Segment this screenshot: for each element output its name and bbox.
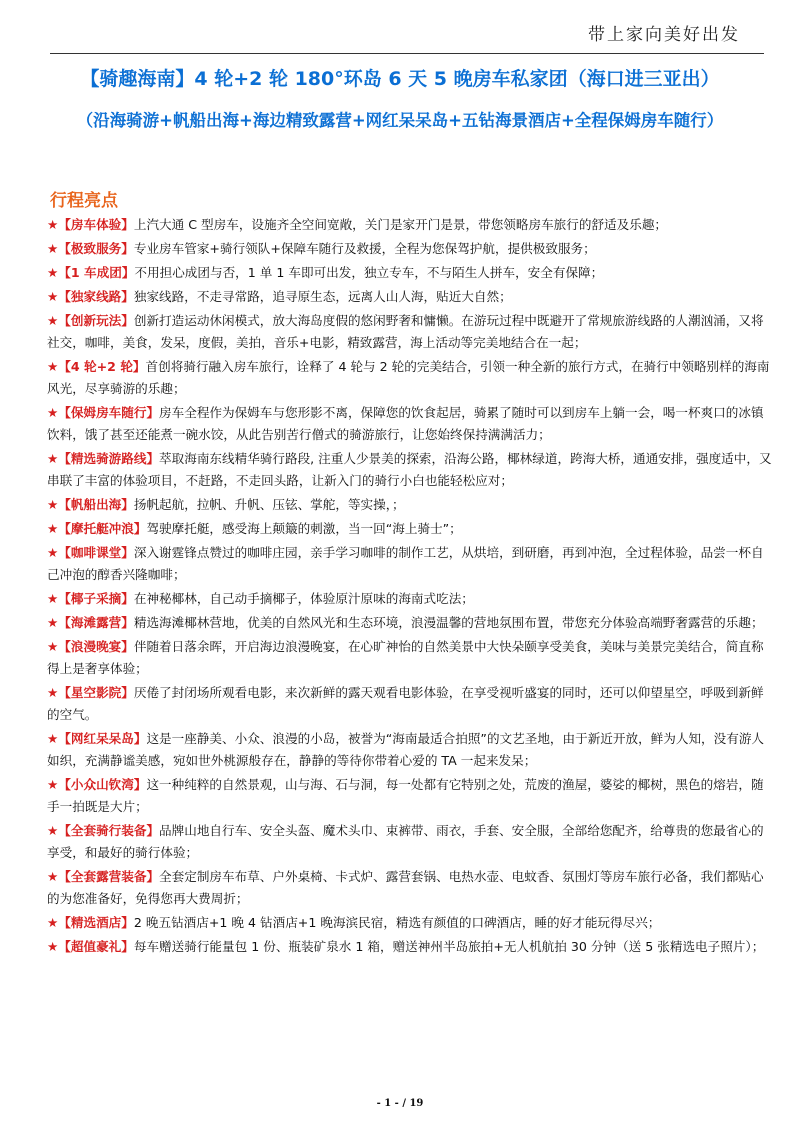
highlight-tag: 【精选酒店】 [58,915,134,930]
highlight-tag: 【保姆房车随行】 [58,405,160,420]
highlight-tag: 【帆船出海】 [58,497,134,512]
page-number: - 1 - / 19 [376,1098,424,1109]
highlight-tag: 【全套露营装备】 [58,869,160,884]
highlight-tag: 【极致服务】 [58,241,134,256]
highlight-text: 每车赠送骑行能量包 1 份、瓶装矿泉水 1 箱，赠送神州半岛旅拍+无人机航拍 30 分钟（送 5 张精选电子照片）； [133,939,765,954]
document-subtitle: （沿海骑游+帆船出海+海边精致露营+网红呆呆岛+五钻海景酒店+全程保姆房车随行） [76,111,724,130]
star-icon: ★ [47,359,59,374]
highlight-tag: 【精选骑游路线】 [58,451,160,466]
highlight-text: 这是一座静美、小众、浪漫的小岛，被誉为“海南最适合拍照”的文艺圣地，由于新近开放，鲜为人知，没有游人如织，充满静谧美感，宛如世外桃源般存在，静静的等待你带着心爱的 TA 一起来发呆； [47,731,765,768]
highlight-tag: 【咖啡课堂】 [58,545,134,560]
highlight-text: 伴随着日落余晖，开启海边浪漫晚宴，在心旷神怡的自然美景中大快朵颐享受美食，美味与美景完美结合，简直称得上是奢享体验； [47,639,764,676]
highlight-tag: 【摩托艇冲浪】 [58,521,147,536]
header-divider [50,53,764,54]
highlight-item [47,238,772,260]
highlight-text: 首创将骑行融入房车旅行，诠释了 4 轮与 2 轮的完美结合，引领一种全新的旅行方式，在骑行中领略别样的海南风光，尽享骑游的乐趣； [47,359,770,396]
highlight-tag: 【创新玩法】 [58,313,134,328]
highlight-item [47,636,772,680]
highlight-item [47,588,772,610]
highlight-item [47,286,772,308]
highlight-tag: 【4 轮+2 轮】 [58,359,146,374]
highlight-text: 不用担心成团与否，1 单 1 车即可出发，独立专车，不与陌生人拼车，安全有保障； [134,265,604,280]
star-icon: ★ [47,639,59,654]
star-icon: ★ [47,217,59,232]
document-title: 【骑趣海南】4 轮+2 轮 180°环岛 6 天 5 晚房车私家团（海口进三亚出） [80,68,720,90]
highlight-item [47,774,772,818]
highlight-item [47,494,772,516]
highlight-text: 扬帆起航，拉帆、升帆、压铉、掌舵，等实操，； [133,497,405,512]
highlight-tag: 【海滩露营】 [58,615,134,630]
star-icon: ★ [47,289,59,304]
header-slogan: 带上家向美好出发 [588,25,740,45]
highlight-item [47,542,772,586]
section-title: 行程亮点 [50,191,118,211]
highlight-item [47,402,772,446]
star-icon: ★ [47,451,59,466]
highlight-text: 专业房车管家+骑行领队+保障车随行及救援，全程为您保驾护航，提供极致服务； [133,241,596,256]
highlight-item [47,912,772,934]
highlight-text: 深入谢霆锋点赞过的咖啡庄园，亲手学习咖啡的制作工艺，从烘培，到研磨，再到冲泡，全过程体验，品尝一杯自己冲泡的醇香兴隆咖啡； [47,545,764,582]
highlight-text: 驾驶摩托艇，感受海上颠簸的刺激，当一回“海上骑士”； [146,521,462,536]
highlight-text: 萃取海南东线精华骑行路段, 注重人少景美的探索，沿海公路，椰林绿道，跨海大桥，通通安排，强度适中，又串联了丰富的体验项目，不赶路，不走回头路，让新入门的骑行小白也能轻松应对； [47,451,772,488]
highlight-item [47,936,772,958]
highlight-tag: 【房车体验】 [58,217,134,232]
highlight-text: 房车全程作为保姆车与您形影不离，保障您的饮食起居，骑累了随时可以到房车上躺一会，喝一杯爽口的冰镇饮料，饿了甚至还能煮一碗水饺，从此告别苦行僧式的骑游旅行，让您始终保持满满活力； [47,405,764,442]
highlight-tag: 【小众山钦湾】 [58,777,147,792]
highlight-text: 这一种纯粹的自然景观，山与海、石与洞，每一处都有它特别之处，荒废的渔屋，婆娑的椰树，黑色的熔岩，随手一拍既是大片； [47,777,764,814]
highlight-text: 厌倦了封闭场所观看电影，来次新鲜的露天观看电影体验，在享受视听盛宴的同时，还可以仰望星空，呼吸到新鲜的空气。 [47,685,764,722]
highlight-item [47,310,772,354]
star-icon: ★ [47,823,59,838]
highlight-tag: 【星空影院】 [58,685,134,700]
star-icon: ★ [47,241,59,256]
star-icon: ★ [47,869,59,884]
highlight-item [47,866,772,910]
highlight-tag: 【椰子采摘】 [58,591,134,606]
highlights-list [47,214,772,960]
star-icon: ★ [47,915,59,930]
highlight-text: 精选海滩椰林营地，优美的自然风光和生态环境，浪漫温馨的营地氛围布置，带您充分体验高端野奢露营的乐趣； [133,615,764,630]
highlight-text: 品牌山地自行车、安全头盔、魔术头巾、束裤带、雨衣，手套、安全服，全部给您配齐，给尊贵的您最省心的享受，和最好的骑行体验； [47,823,764,860]
highlight-item [47,214,772,236]
highlight-text: 创新打造运动休闲模式，放大海岛度假的悠闲野奢和慵懒。在游玩过程中既避开了常规旅游线路的人潮汹涌，又将社交，咖啡，美食，发呆，度假，美拍，音乐+电影，精致露营，海上活动等完美地结合在一起； [47,313,764,350]
star-icon: ★ [47,265,59,280]
highlight-tag: 【网红呆呆岛】 [58,731,147,746]
highlight-tag: 【浪漫晚宴】 [58,639,134,654]
star-icon: ★ [47,313,59,328]
star-icon: ★ [47,591,59,606]
highlight-tag: 【全套骑行装备】 [58,823,160,838]
highlight-item [47,448,772,492]
star-icon: ★ [47,615,59,630]
highlight-text: 在神秘椰林，自己动手摘椰子，体验原汁原味的海南式吃法； [133,591,474,606]
highlight-tag: 【1 车成团】 [58,265,135,280]
highlight-item [47,262,772,284]
highlight-text: 独家线路，不走寻常路，追寻原生态，远离人山人海，贴近大自然； [133,289,512,304]
star-icon: ★ [47,405,59,420]
star-icon: ★ [47,777,59,792]
highlight-item [47,682,772,726]
highlight-tag: 【超值豪礼】 [58,939,134,954]
highlight-text: 全套定制房车布草、户外桌椅、卡式炉、露营套锅、电热水壶、电蚊香、氛围灯等房车旅行必备，我们都贴心的为您准备好，免得您再大费周折； [47,869,764,906]
highlight-item [47,728,772,772]
highlight-item [47,612,772,634]
star-icon: ★ [47,685,59,700]
star-icon: ★ [47,731,59,746]
highlight-item [47,518,772,540]
highlight-text: 2 晚五钻酒店+1 晚 4 钻酒店+1 晚海滨民宿，精选有颜值的口碑酒店，睡的好才能玩得尽兴； [133,915,661,930]
highlight-tag: 【独家线路】 [58,289,134,304]
star-icon: ★ [47,939,59,954]
highlight-text: 上汽大通 C 型房车，设施齐全空间宽敞，关门是家开门是景，带您领略房车旅行的舒适及乐趣； [133,217,668,232]
highlight-item [47,356,772,400]
star-icon: ★ [47,497,59,512]
highlight-item [47,820,772,864]
star-icon: ★ [47,545,59,560]
star-icon: ★ [47,521,59,536]
